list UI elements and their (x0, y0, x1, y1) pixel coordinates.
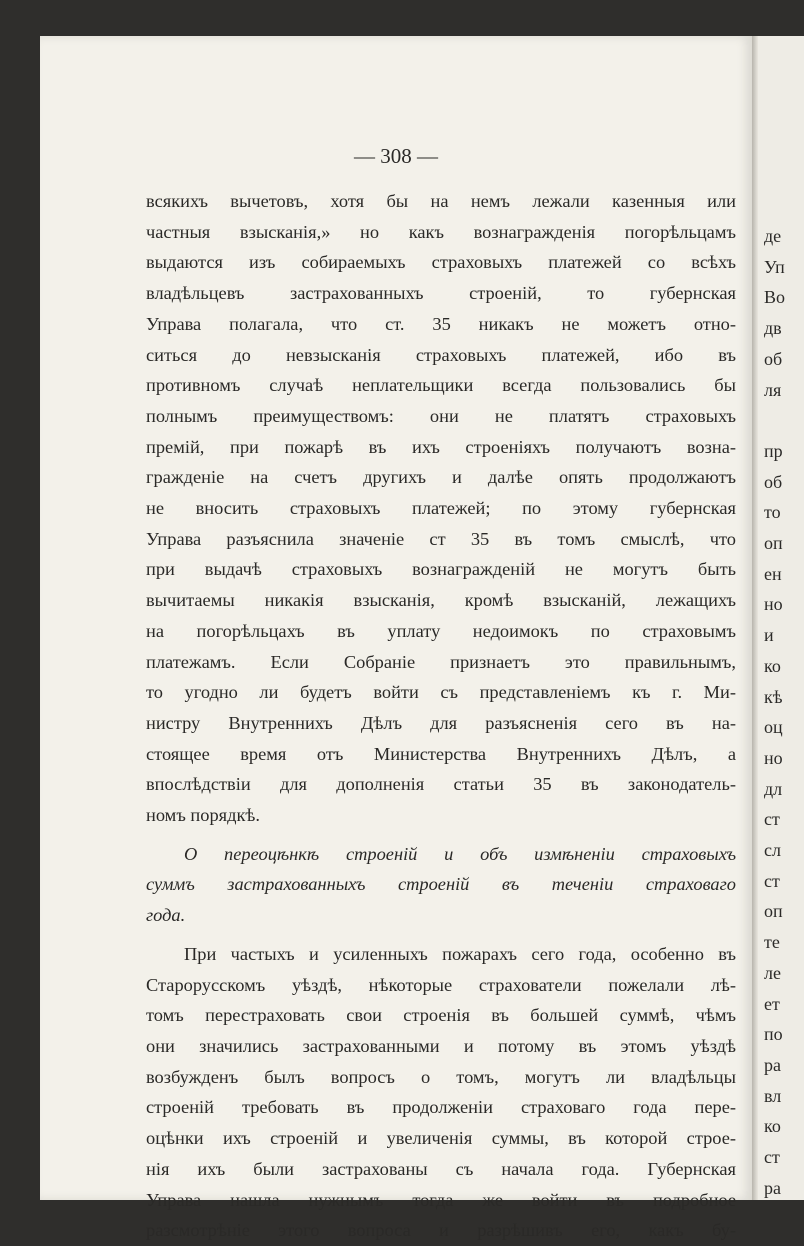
text-line: премій, при пожарѣ въ ихъ строеніяхъ получаютъ возна- (146, 436, 736, 457)
text-line: разсмотрѣніе этого вопроса и разрѣшивъ его, какъ бу- (146, 1220, 736, 1241)
text-line: Старорусскомъ уѣздѣ, нѣкоторые страхователи пожелали лѣ- (146, 974, 736, 995)
adjacent-page (758, 36, 804, 1200)
adjacent-page-fragment: ра (764, 1054, 781, 1075)
text-line: номъ порядкѣ. (146, 805, 260, 826)
adjacent-page-fragment: и (764, 625, 774, 646)
text-line: Управа нашла нужнымъ тогда же войти въ подробное (146, 1189, 736, 1210)
adjacent-page-fragment: Во (764, 287, 786, 308)
adjacent-page-fragment: ле (764, 962, 781, 983)
adjacent-page-fragment: оц (764, 717, 783, 738)
adjacent-page-fragment: пр (764, 440, 783, 461)
section-heading (146, 839, 736, 931)
adjacent-page-fragment: ко (764, 655, 781, 676)
text-line: на погорѣльцахъ въ уплату недоимокъ по страховымъ (146, 620, 736, 641)
adjacent-page-fragment: оп (764, 533, 783, 553)
adjacent-page-fragment: оп (764, 901, 783, 922)
text-line: нистру Внутреннихъ Дѣлъ для разъясненія сего въ на- (146, 712, 736, 733)
text-line: выдаются изъ собираемыхъ страховыхъ платежей со всѣхъ (146, 252, 736, 273)
heading-line: О переоцѣнкѣ строеній и объ измѣненіи страховыхъ (184, 843, 736, 864)
book-page (40, 36, 752, 1241)
text-line: ситься до невзысканія страховыхъ платежей, ибо въ (146, 344, 736, 365)
text-line: вычитаемы никакія взысканія, кромѣ взысканій, лежащихъ (146, 590, 736, 611)
text-line: При частыхъ и усиленныхъ пожарахъ сего года, особенно въ (184, 943, 736, 964)
adjacent-page-fragment: об (764, 471, 783, 492)
adjacent-page-fragment: но (764, 747, 783, 768)
body-text (146, 186, 736, 1246)
text-line: платежамъ. Если Собраніе признаетъ это правильнымъ, (146, 651, 736, 672)
text-line: гражденіе на счетъ другихъ и далѣе опять продолжаютъ (146, 467, 736, 488)
adjacent-page-fragment: кѣ (764, 686, 783, 707)
text-line: противномъ случаѣ неплательщики всегда пользовались бы (146, 375, 736, 396)
text-line: возбужденъ былъ вопросъ о томъ, могутъ ли владѣльцы (146, 1066, 736, 1087)
adjacent-page-fragment: ст (764, 1147, 780, 1167)
adjacent-page-fragment: ля (764, 379, 782, 400)
text-line: не вносить страховыхъ платежей; по этому губернская (146, 498, 736, 519)
text-line: Управа разъяснила значеніе ст 35 въ томъ смыслѣ, что (146, 528, 736, 549)
adjacent-page-fragment: ко (764, 1116, 781, 1137)
adjacent-page-fragment: по (764, 1024, 783, 1045)
adjacent-page-fragment: дл (764, 778, 783, 799)
adjacent-page-fragment: то (764, 502, 781, 523)
adjacent-page-fragment: де (764, 226, 782, 246)
text-line: Управа полагала, что ст. 35 никакъ не можетъ отно- (146, 313, 736, 334)
adjacent-page-fragment: но (764, 594, 783, 615)
adjacent-page-fragment: об (764, 348, 783, 369)
text-line: нія ихъ были застрахованы съ начала года. Губернская (146, 1158, 736, 1179)
text-line: всякихъ вычетовъ, хотя бы на немъ лежали казенныя или (146, 191, 736, 211)
text-line: впослѣдствіи для дополненія статьи 35 въ законодатель- (146, 774, 736, 795)
paragraph-continued (146, 186, 736, 831)
text-line: полнымъ преимуществомъ: они не платятъ страховыхъ (146, 405, 736, 426)
page-number: — 308 — (354, 144, 438, 168)
adjacent-page-fragment: ст (764, 870, 780, 891)
paragraph-2 (146, 939, 736, 1246)
adjacent-page-fragment: дв (764, 318, 782, 339)
heading-line: суммъ застрахованныхъ строеній въ теченіи страховаго (146, 874, 736, 895)
text-line: то угодно ли будетъ войти съ представленіемъ къ г. Ми- (146, 682, 736, 703)
text-line: оцѣнки ихъ строеній и увеличенія суммы, въ которой строе- (146, 1128, 736, 1149)
adjacent-page-fragment: ет (764, 993, 780, 1014)
adjacent-page-fragment: ра (764, 1177, 781, 1198)
heading-line: года. (146, 905, 186, 926)
text-line: томъ перестраховать свои строенія въ большей суммѣ, чѣмъ (146, 1005, 736, 1026)
text-line: владѣльцевъ застрахованныхъ строеній, то губернская (146, 283, 736, 304)
adjacent-page-fragment: ен (764, 563, 782, 584)
adjacent-page-fragment: вл (764, 1085, 782, 1106)
adjacent-page-fragment: ст (764, 809, 780, 830)
adjacent-page-fragment: сл (764, 840, 781, 860)
text-line: они значились застрахованными и потому въ этомъ уѣздѣ (146, 1035, 736, 1056)
text-line: частныя взысканія,» но какъ вознагражденія погорѣльцамъ (146, 221, 736, 242)
adjacent-page-fragment: Уп (764, 256, 785, 277)
text-line: стоящее время отъ Министерства Внутреннихъ Дѣлъ, а (146, 743, 736, 764)
text-line: строеній требовать въ продолженіи страховаго года пере- (146, 1097, 736, 1118)
text-line: при выдачѣ страховыхъ вознагражденій не могутъ быть (146, 559, 736, 580)
adjacent-page-fragment: те (764, 932, 780, 953)
